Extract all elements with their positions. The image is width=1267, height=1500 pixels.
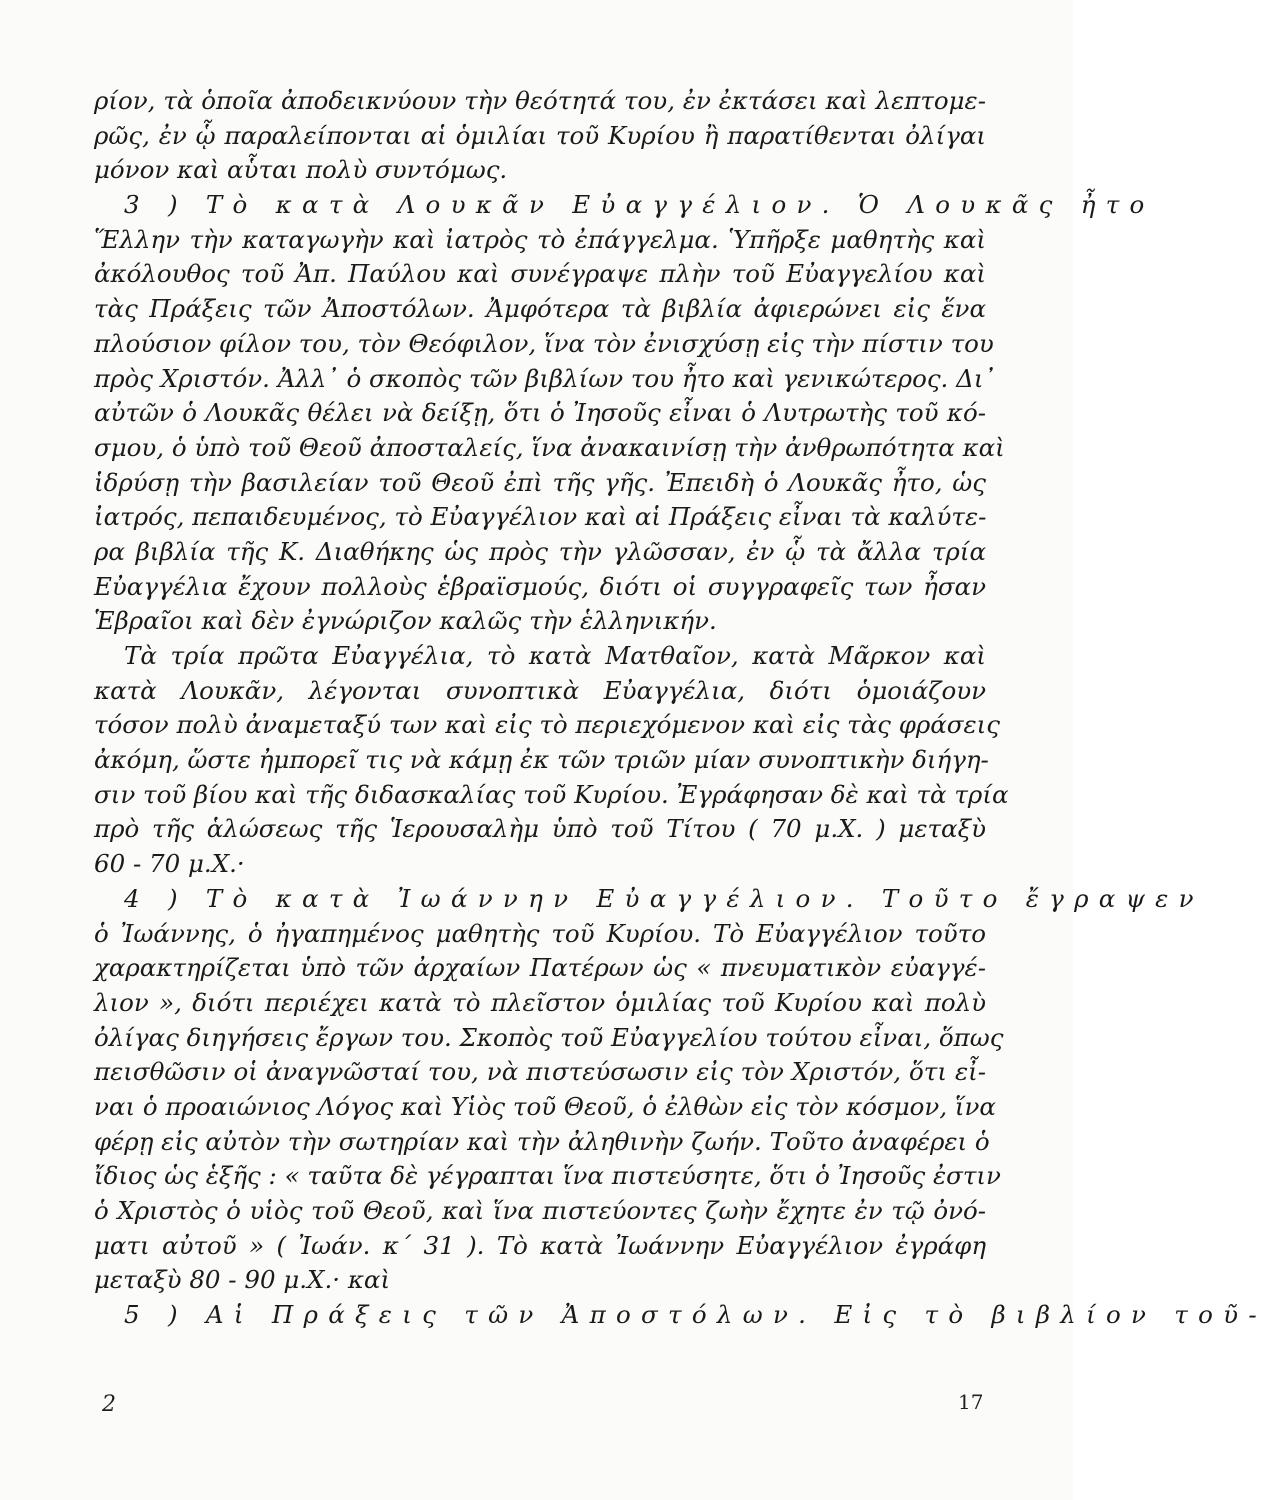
text-line: πρὸς Χριστόν. Ἀλλ᾿ ὁ σκοπὸς τῶν βιβλίων του ἦτο καὶ γενικώτερος. Δι᾿ — [94, 363, 996, 393]
text-line: αὐτῶν ὁ Λουκᾶς θέλει νὰ δείξῃ, ὅτι ὁ Ἰησοῦς εἶναι ὁ Λυτρωτὴς τοῦ κό- — [94, 398, 986, 428]
text-line: ἀκόμη, ὥστε ἠμπορεῖ τις νὰ κάμῃ ἐκ τῶν τριῶν μίαν συνοπτικὴν διήγη- — [94, 745, 989, 775]
text-line: ρα βιβλία τῆς Κ. Διαθήκης ὡς πρὸς τὴν γλῶσσαν, ἐν ᾧ τὰ ἄλλα τρία — [94, 536, 986, 566]
text-line: ἱδρύσῃ τὴν βασιλείαν τοῦ Θεοῦ ἐπὶ τῆς γῆς. Ἐπειδὴ ὁ Λουκᾶς ἦτο, ὡς — [94, 467, 986, 497]
text-line: μόνον καὶ αὗται πολὺ συντόμως. — [94, 155, 508, 185]
text-line: φέρῃ εἰς αὐτὸν τὴν σωτηρίαν καὶ τὴν ἀληθινὴν ζωήν. Τοῦτο ἀναφέρει ὁ — [94, 1126, 990, 1156]
section-heading-luke: 3 ) Τὸ κατὰ Λουκᾶν Εὐαγγέλιον. Ὁ Λουκᾶς ἦτο — [124, 190, 1155, 220]
text-line: τόσον πολὺ ἀναμεταξύ των καὶ εἰς τὸ περιεχόμενον καὶ εἰς τὰς φράσεις — [94, 710, 1000, 740]
paragraph-synoptic: Τὰ τρία πρῶτα Εὐαγγέλια, τὸ κατὰ Ματθαῖον, κατὰ Μᾶρκον καὶ — [124, 641, 986, 670]
signature-mark: 2 — [102, 1392, 116, 1417]
text-line: ὀλίγας διηγήσεις ἔργων του. Σκοπὸς τοῦ Εὐαγγελίου τούτου εἶναι, ὅπως — [94, 1022, 1004, 1052]
text-line: πρὸ τῆς ἁλώσεως τῆς Ἱερουσαλὴμ ὑπὸ τοῦ Τίτου ( 70 μ.Χ. ) μεταξὺ — [94, 814, 986, 844]
text-line: 60 - 70 μ.Χ.· — [94, 849, 245, 879]
section-heading-john: 4 ) Τὸ κατὰ Ἰωάννην Εὐαγγέλιον. Τοῦτο ἔγραψεν — [124, 883, 1204, 913]
text-line: ἀκόλουθος τοῦ Ἀπ. Παύλου καὶ συνέγραψε πλὴν τοῦ Εὐαγγελίου καὶ — [94, 259, 986, 289]
text-line: κατὰ Λουκᾶν, λέγονται συνοπτικὰ Εὐαγγέλια, διότι ὁμοιάζουν — [94, 675, 986, 705]
text-line: ματι αὐτοῦ » ( Ἰωάν. κ΄ 31 ). Τὸ κατὰ Ἰωάννην Εὐαγγέλιον ἐγράφη — [94, 1230, 986, 1260]
section-heading-acts: 5 ) Αἱ Πράξεις τῶν Ἀποστόλων. Εἰς τὸ βιβλίον τοῦ- — [124, 1300, 1267, 1330]
text-line: ἴδιος ὡς ἑξῆς : « ταῦτα δὲ γέγραπται ἵνα πιστεύσητε, ὅτι ὁ Ἰησοῦς ἐστιν — [94, 1161, 1001, 1191]
text-line: τὰς Πράξεις τῶν Ἀποστόλων. Ἀμφότερα τὰ βιβλία ἀφιερώνει εἰς ἕνα — [94, 294, 986, 324]
page-number: 17 — [958, 1390, 984, 1414]
text-line: λιον », διότι περιέχει κατὰ τὸ πλεῖστον ὁμιλίας τοῦ Κυρίου καὶ πολὺ — [94, 987, 986, 1017]
text-line: σμου, ὁ ὑπὸ τοῦ Θεοῦ ἀποσταλείς, ἵνα ἀνακαινίσῃ τὴν ἀνθρωπότητα καὶ — [94, 432, 1005, 462]
text-line: Ἑβραῖοι καὶ δὲν ἐγνώριζον καλῶς τὴν ἑλληνικήν. — [94, 606, 717, 636]
text-line: ρῶς, ἐν ᾧ παραλείπονται αἱ ὁμιλίαι τοῦ Κυρίου ἢ παρατίθενται ὀλίγαι — [94, 120, 986, 150]
text-line: ὁ Χριστὸς ὁ υἱὸς τοῦ Θεοῦ, καὶ ἵνα πιστεύοντες ζωὴν ἔχητε ἐν τῷ ὀνό- — [94, 1196, 986, 1225]
text-line: ὁ Ἰωάννης, ὁ ἠγαπημένος μαθητὴς τοῦ Κυρίου. Τὸ Εὐαγγέλιον τοῦτο — [94, 918, 986, 948]
text-line: σιν τοῦ βίου καὶ τῆς διδασκαλίας τοῦ Κυρίου. Ἐγράφησαν δὲ καὶ τὰ τρία — [94, 779, 1009, 809]
text-line: ἰατρός, πεπαιδευμένος, τὸ Εὐαγγέλιον καὶ αἱ Πράξεις εἶναι τὰ καλύτε- — [94, 502, 987, 532]
text-line: ναι ὁ προαιώνιος Λόγος καὶ Υἱὸς τοῦ Θεοῦ, ὁ ἐλθὼν εἰς τὸν κόσμον, ἵνα — [94, 1091, 996, 1121]
text-line: πεισθῶσιν οἱ ἀναγνῶσταί του, νὰ πιστεύσωσιν εἰς τὸν Χριστόν, ὅτι εἶ- — [94, 1057, 986, 1087]
text-line: ρίον, τὰ ὁποῖα ἀποδεικνύουν τὴν θεότητά του, ἐν ἐκτάσει καὶ λεπτομε- — [94, 86, 986, 115]
text-line: μεταξὺ 80 - 90 μ.Χ.· καὶ — [94, 1265, 391, 1295]
text-line: Ἕλλην τὴν καταγωγὴν καὶ ἰατρὸς τὸ ἐπάγγελμα. Ὑπῆρξε μαθητὴς καὶ — [94, 224, 986, 254]
body-text — [94, 84, 1267, 1333]
text-line: Εὐαγγέλια ἔχουν πολλοὺς ἑβραϊσμούς, διότι οἱ συγγραφεῖς των ἦσαν — [94, 571, 986, 601]
text-line: χαρακτηρίζεται ὑπὸ τῶν ἀρχαίων Πατέρων ὡς « πνευματικὸν εὐαγγέ- — [94, 953, 986, 983]
text-line: πλούσιον φίλον του, τὸν Θεόφιλον, ἵνα τὸν ἐνισχύσῃ εἰς τὴν πίστιν του — [94, 328, 994, 358]
